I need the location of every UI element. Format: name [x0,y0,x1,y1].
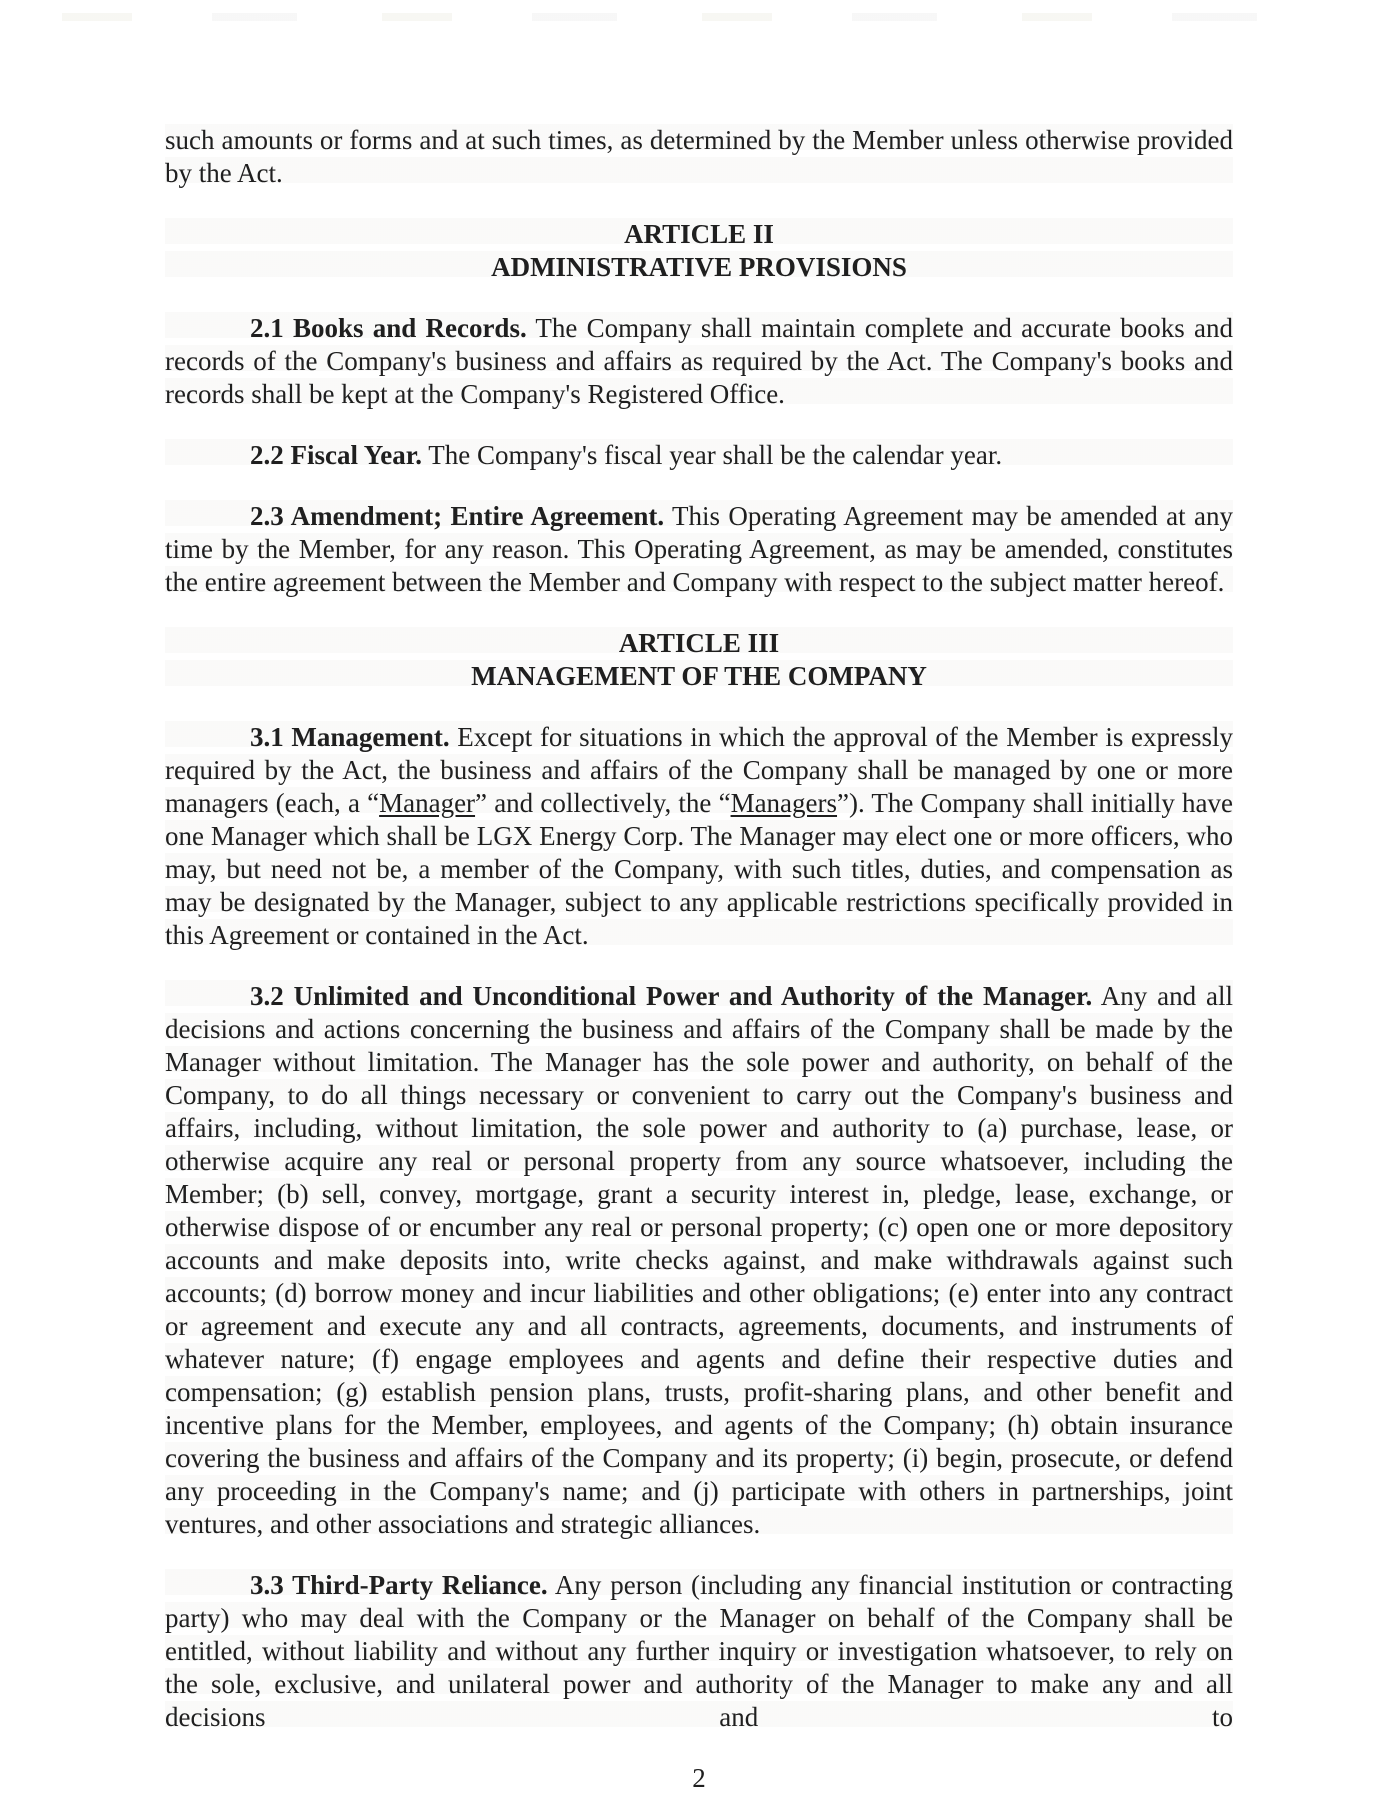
section-2-2-label: 2.2 Fiscal Year. [250,440,422,470]
page-number: 2 [692,1763,706,1793]
faded-scan-artifact [62,13,1328,21]
section-3-3-body: Any person (including any financial institution or contracting party) who may deal with the Company or the Manager on behalf of the Company shall be entitled, without liability and without any further inquiry or investigation whatsoever, to rely on the sole, exclusive, and unilateral power and authority of the Manager to make any and all decisions and to [165,1570,1234,1732]
continuation-paragraph [165,124,1233,190]
article-iii-heading [165,627,1233,693]
section-3-1-label: 3.1 Management. [250,722,450,752]
section-2-3-paragraph [165,500,1233,599]
section-2-2-body: The Company's fiscal year shall be the calendar year. [421,440,1003,470]
section-3-1-paragraph [165,721,1233,952]
defined-term-manager: Manager [379,788,476,818]
section-3-3-label: 3.3 Third-Party Reliance. [250,1570,548,1600]
section-3-2-paragraph [165,980,1233,1541]
section-3-3-paragraph [165,1569,1233,1734]
article-iii-title: ARTICLE III [618,628,780,658]
article-iii-subtitle: MANAGEMENT OF THE COMPANY [471,661,927,691]
section-3-1-body-seg2: ” and collectively, the “ [475,788,731,818]
section-2-1-label: 2.1 Books and Records. [250,313,527,343]
section-2-1-paragraph [165,312,1233,411]
article-ii-subtitle: ADMINISTRATIVE PROVISIONS [491,252,907,282]
section-2-3-body: This Operating Agreement may be amended at any time by the Member, for any reason. This Operating Agreement, as may be amended, constitutes the entire agreement between the Member and Company with respect to the subject matter hereof. [165,501,1233,597]
section-3-1-body-seg1: Except for situations in which the approval of the Member is expressly required by the Act, the business and affairs of the Company shall be managed by one or more managers (each, a “ [165,722,1233,818]
section-3-2-body: Any and all decisions and actions concerning the business and affairs of the Company shall be made by the Manager without limitation. The Manager has the sole power and authority, on behalf of the Company, to do all things necessary or convenient to carry out the Company's business and affairs, including, without limitation, the sole power and authority to (a) purchase, lease, or otherwise acquire any real or personal property from any source whatsoever, including the Member; (b) sell, convey, mortgage, grant a security interest in, pledge, lease, exchange, or otherwise dispose of or encumber any real or personal property; (c) open one or more depository accounts and make deposits into, write checks against, and make withdrawals against such accounts; (d) borrow money and incur liabilities and other obligations; (e) enter into any contract or agreement and execute any and all contracts, agreements, documents, and instruments of whatever nature; (f) engage employees and agents and define their respective duties and compensation; (g) establish pension plans, trusts, profit-sharing plans, and other benefit and incentive plans for the Member, employees, and agents of the Company; (h) obtain insurance covering the business and affairs of the Company and its property; (i) begin, prosecute, or defend any proceeding in the Company's name; and (j) participate with others in partnerships, joint ventures, and other associations and strategic alliances. [165,981,1233,1539]
defined-term-managers: Managers [730,788,838,818]
article-ii-heading [165,218,1233,284]
section-2-3-label: 2.3 Amendment; Entire Agreement. [250,501,665,531]
section-2-1-body: The Company shall maintain complete and accurate books and records of the Company's business and affairs as required by the Act. The Company's books and records shall be kept at the Company's Registered Office. [165,313,1233,409]
continuation-text: such amounts or forms and at such times, as determined by the Member unless otherwise provided by the Act. [165,125,1233,188]
section-2-2-paragraph [165,439,1233,472]
section-3-2-label: 3.2 Unlimited and Unconditional Power and Authority of the Manager. [250,981,1093,1011]
section-3-1-body-seg3: ”). The Company shall initially have one Manager which shall be LGX Energy Corp. The Manager may elect one or more officers, who may, but need not be, a member of the Company, with such titles, duties, and compensation as may be designated by the Manager, subject to any applicable restrictions specifically provided in this Agreement or contained in the Act. [165,788,1233,950]
article-ii-title: ARTICLE II [624,219,774,249]
